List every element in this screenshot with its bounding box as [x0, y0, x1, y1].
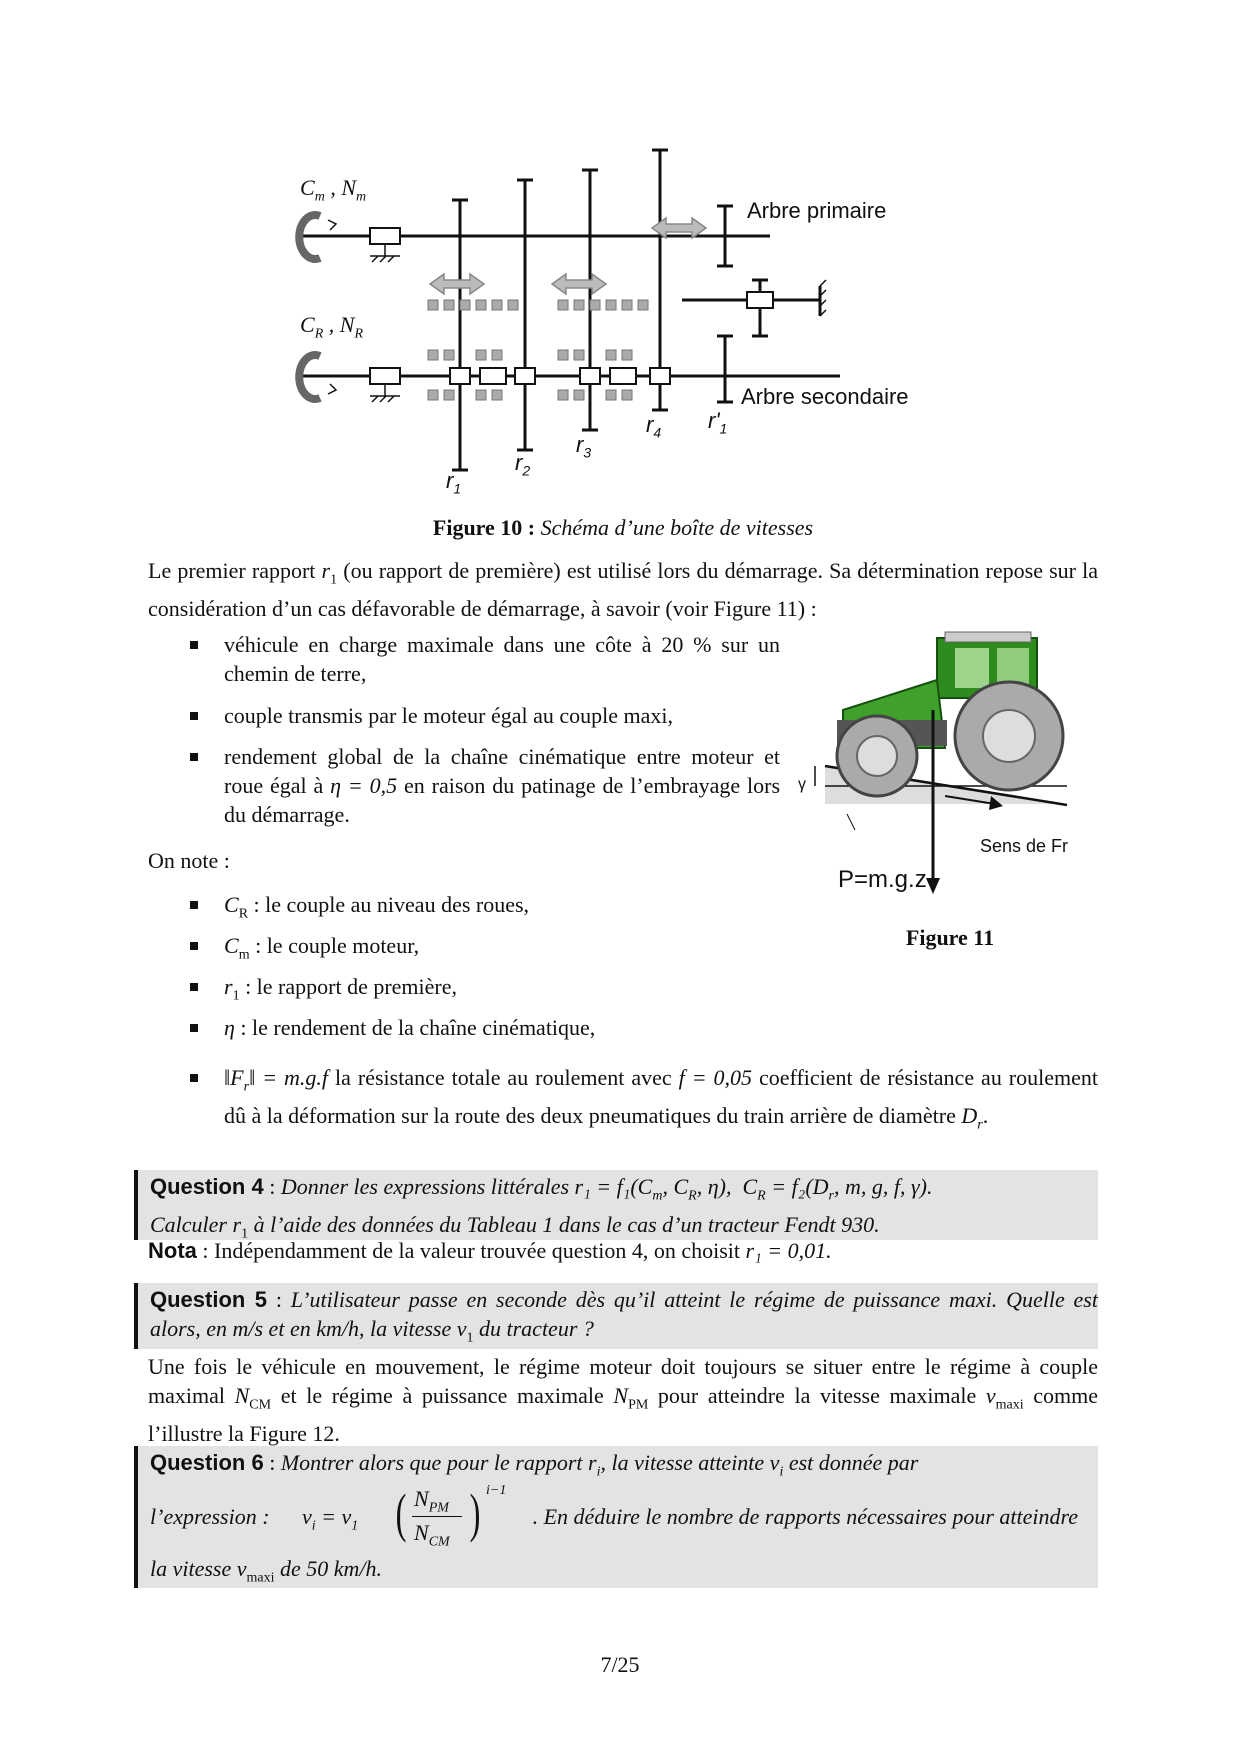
fr-end: .: [982, 1103, 989, 1129]
q4-formula-2c: , m, g, f, γ).: [834, 1174, 933, 1199]
fr-text-1: la résistance totale au roulement avec: [328, 1065, 679, 1090]
label-arbre-primaire: Arbre primaire: [747, 198, 887, 223]
notation-text-r1: : le rapport de première,: [239, 974, 458, 999]
question-6-label: Question 6: [150, 1450, 264, 1475]
nr-symbol: N: [339, 312, 355, 337]
fr-expr-2: ‖ = m.g.f: [249, 1065, 329, 1090]
dr-sub: r: [977, 1117, 983, 1133]
question-6-line-3: [150, 1554, 1098, 1592]
q4-f1-sub2: R: [688, 1188, 697, 1204]
right-paren: ): [469, 1483, 481, 1543]
fraction-bar: [412, 1516, 462, 1517]
num-sub: PM: [428, 1500, 449, 1516]
nr-sub: R: [354, 326, 363, 342]
nm-symbol: N: [341, 175, 356, 200]
weight-label: P=m.g.z: [838, 866, 927, 893]
question-4-text-2-sub: 1: [241, 1226, 249, 1242]
q4-f2-sub: R: [757, 1188, 766, 1204]
fr-text-2: coefficient de résistance au roulement dû à la déformation sur la route des deux pneumatiques du train arrière de diamètre: [224, 1065, 1098, 1129]
cr-sub: R: [314, 326, 324, 342]
question-6-line-2: [150, 1482, 1098, 1554]
notation-text-eta: : le rendement de la chaîne cinématique,: [234, 1015, 596, 1040]
r1-sub: 1: [453, 480, 462, 497]
q4-f2-sub2: r: [828, 1188, 834, 1204]
on-note-label: On note :: [148, 848, 230, 873]
r4-sub: 4: [653, 424, 662, 441]
notation-item-cr: [224, 890, 529, 928]
condition-text-1: véhicule en charge maximale dans une côte à 20 % sur un chemin de terre,: [224, 632, 780, 686]
rp1-sub: 1: [719, 420, 728, 437]
notation-item-fr: [224, 1063, 1098, 1140]
fr-expr-sub: r: [243, 1079, 250, 1095]
question-5-box: [134, 1283, 1098, 1349]
question-6-text-3a: la vitesse v: [150, 1556, 247, 1581]
page-number: 7/25: [600, 1652, 640, 1677]
r4-symbol: r: [646, 412, 654, 437]
bullet-square: [190, 753, 198, 761]
question-5-label: Question 5: [150, 1287, 267, 1312]
question-6-text-1b: , la vitesse atteinte v: [600, 1450, 780, 1475]
sens-fr-label: Sens de Fr: [980, 836, 1069, 856]
bullet-square: [190, 1024, 198, 1032]
cm-sub: m: [314, 189, 325, 205]
para2-n1: N: [234, 1383, 250, 1408]
question-4-text-1: Donner les expressions littérales: [280, 1174, 575, 1199]
para2-text-1: Une fois le véhicule en mouvement, le régime moteur doit toujours se situer entre le régime à couple maximal: [148, 1354, 1098, 1408]
condition-item-1: [224, 630, 780, 688]
label-arbre-secondaire: Arbre secondaire: [741, 384, 909, 409]
nota-line: [148, 1238, 1098, 1264]
vi-formula: [302, 1502, 358, 1540]
notation-text-cm: : le couple moteur,: [249, 933, 420, 958]
notation-sub-r1: 1: [232, 988, 240, 1004]
para2-n2-sub: PM: [628, 1397, 649, 1413]
notation-sym-cm: C: [224, 933, 239, 958]
nota-text: : Indépendamment de la valeur trouvée question 4, on choisit: [196, 1238, 746, 1263]
label-r4: [646, 412, 661, 440]
cr-symbol: C: [300, 312, 315, 337]
r3-symbol: r: [576, 432, 584, 457]
question-6-text-3-sub: maxi: [246, 1570, 275, 1586]
question-6-expr-label: l’expression :: [150, 1504, 270, 1529]
question-5-sub: 1: [466, 1330, 474, 1346]
q4-formula-2: C: [742, 1174, 758, 1199]
q4-formula-2b: = f₂(D: [765, 1174, 829, 1199]
vi-sub: i: [311, 1518, 316, 1534]
num-symbol: N: [414, 1486, 429, 1511]
question-4-text-2b: à l’aide des données du Tableau 1 dans le cas d’un tracteur Fendt 930.: [248, 1212, 880, 1238]
notation-sub-cr: R: [238, 906, 249, 922]
notation-sym-eta: η: [224, 1015, 235, 1040]
intro-r-sub: 1: [330, 572, 338, 588]
question-6-box: [134, 1446, 1098, 1588]
intro-paragraph: [148, 556, 1098, 623]
gearbox-diagram: [290, 140, 950, 510]
question-5-text-2: du tracteur ?: [473, 1316, 594, 1341]
bullet-square: [190, 1074, 198, 1082]
vi-symbol: v: [302, 1504, 312, 1529]
para2-n1-sub: CM: [249, 1397, 272, 1413]
r2-sub: 2: [522, 462, 531, 479]
v1-sub: 1: [351, 1518, 359, 1534]
notation-sym-cr: C: [224, 892, 239, 917]
r2-symbol: r: [515, 450, 523, 475]
den-symbol: N: [414, 1520, 429, 1545]
vi-eq: = v: [315, 1504, 352, 1529]
bullet-square: [190, 641, 198, 649]
figure10-caption-text: Schéma d’une boîte de vitesses: [540, 515, 814, 540]
bullet-square: [190, 712, 198, 720]
question-6-sub-i: i: [596, 1464, 601, 1480]
figure10-caption: [148, 515, 1098, 541]
r3-sub: 3: [583, 444, 592, 461]
notation-text-cr: : le couple au niveau des roues,: [248, 892, 530, 917]
nota-formula: r₁ = 0,01.: [745, 1238, 832, 1263]
condition-text-2: couple transmis par le moteur égal au couple maxi,: [224, 703, 674, 728]
para2-text-4: comme l’illustre la Figure 12.: [148, 1383, 1099, 1447]
notation-item-r1: [224, 972, 457, 1010]
question-6-line-1: [150, 1448, 1098, 1482]
left-paren: (: [395, 1483, 407, 1543]
regime-paragraph: [148, 1352, 1098, 1448]
nm-sub: m: [356, 189, 367, 205]
para2-n2: N: [613, 1383, 629, 1408]
figure10-caption-label: Figure 10 :: [432, 515, 536, 540]
den-sub: CM: [428, 1534, 450, 1550]
label-r3: [576, 432, 591, 460]
bullet-square: [190, 983, 198, 991]
notation-item-eta: [224, 1013, 595, 1042]
condition-item-2: [224, 701, 780, 730]
question-4-text-2a: Calculer r: [150, 1212, 242, 1238]
para2-v-sub: maxi: [995, 1397, 1024, 1413]
label-r-prime-1: [708, 408, 727, 436]
cm-symbol: C: [300, 175, 315, 200]
figure11-caption: Figure 11: [905, 925, 995, 950]
question-6-text-2: . En déduire le nombre de rapports nécessaires pour atteindre: [532, 1504, 1078, 1529]
notation-item-cm: [224, 931, 419, 969]
rp1-symbol: r': [708, 408, 720, 433]
exponent: i−1: [486, 1483, 507, 1498]
question-6-text-1c: est donnée par: [783, 1450, 919, 1475]
condition-item-3: [224, 742, 780, 829]
para2-v: v: [985, 1383, 996, 1408]
r1-symbol: r: [446, 468, 454, 493]
label-cm-nm: $C_m$ , $N_m$: [300, 175, 367, 205]
notation-sub-cm: m: [238, 947, 250, 963]
label-r2: [515, 450, 530, 478]
label-r1: [446, 468, 461, 496]
nota-label: Nota: [148, 1238, 197, 1263]
intro-text-b: (ou rapport de première) est utilisé lors du démarrage. Sa détermination repose sur la considération d’un cas défavorable de démarrage, à savoir (voir Figure 11) :: [148, 558, 1098, 622]
question-6-text-1a: Montrer alors que pour le rapport r: [280, 1450, 597, 1475]
intro-r: r: [321, 558, 331, 583]
condition-text-3a: rendement global de la chaîne cinématique entre moteur et roue égal à: [224, 744, 780, 798]
q4-formula-1b: , C: [662, 1174, 689, 1199]
question-6-text-3b: de 50 km/h.: [274, 1556, 383, 1581]
question-6-sub-i2: i: [779, 1464, 784, 1480]
gamma-label: γ: [798, 776, 806, 793]
fr-expr: ‖F: [224, 1065, 244, 1090]
para2-text-2: et le régime à puissance maximale: [271, 1383, 614, 1408]
bullet-square: [190, 901, 198, 909]
question-4-box: [134, 1170, 1098, 1240]
condition-text-3b: en raison du patinage de l’embrayage lors du démarrage.: [224, 773, 781, 827]
q4-formula-1c: , η),: [696, 1174, 732, 1199]
bullet-square: [190, 942, 198, 950]
question-4-colon: :: [263, 1174, 281, 1199]
q4-formula-1: r₁ = f₁(C: [574, 1174, 653, 1199]
eta-value: η = 0,5: [330, 773, 398, 798]
label-cr-nr: $C_R$ , $N_R$: [300, 312, 363, 342]
question-5-colon: :: [267, 1287, 291, 1312]
notation-sym-r1: r: [224, 974, 233, 999]
intro-text-a: Le premier rapport: [148, 558, 322, 583]
f-value: f = 0,05: [678, 1065, 753, 1090]
fraction-denominator: [414, 1518, 450, 1556]
para2-text-3: pour atteindre la vitesse maximale: [648, 1383, 986, 1408]
question-6-colon: :: [263, 1450, 281, 1475]
dr-symbol: D: [961, 1103, 978, 1129]
q4-f1-sub: m: [652, 1188, 663, 1204]
question-4-label: Question 4: [150, 1174, 264, 1199]
question-5-text-1: L’utilisateur passe en seconde dès qu’il atteint le régime de puissance maxi. Quelle est alors, en m/s et en km/h, la vitesse v: [150, 1287, 1098, 1341]
